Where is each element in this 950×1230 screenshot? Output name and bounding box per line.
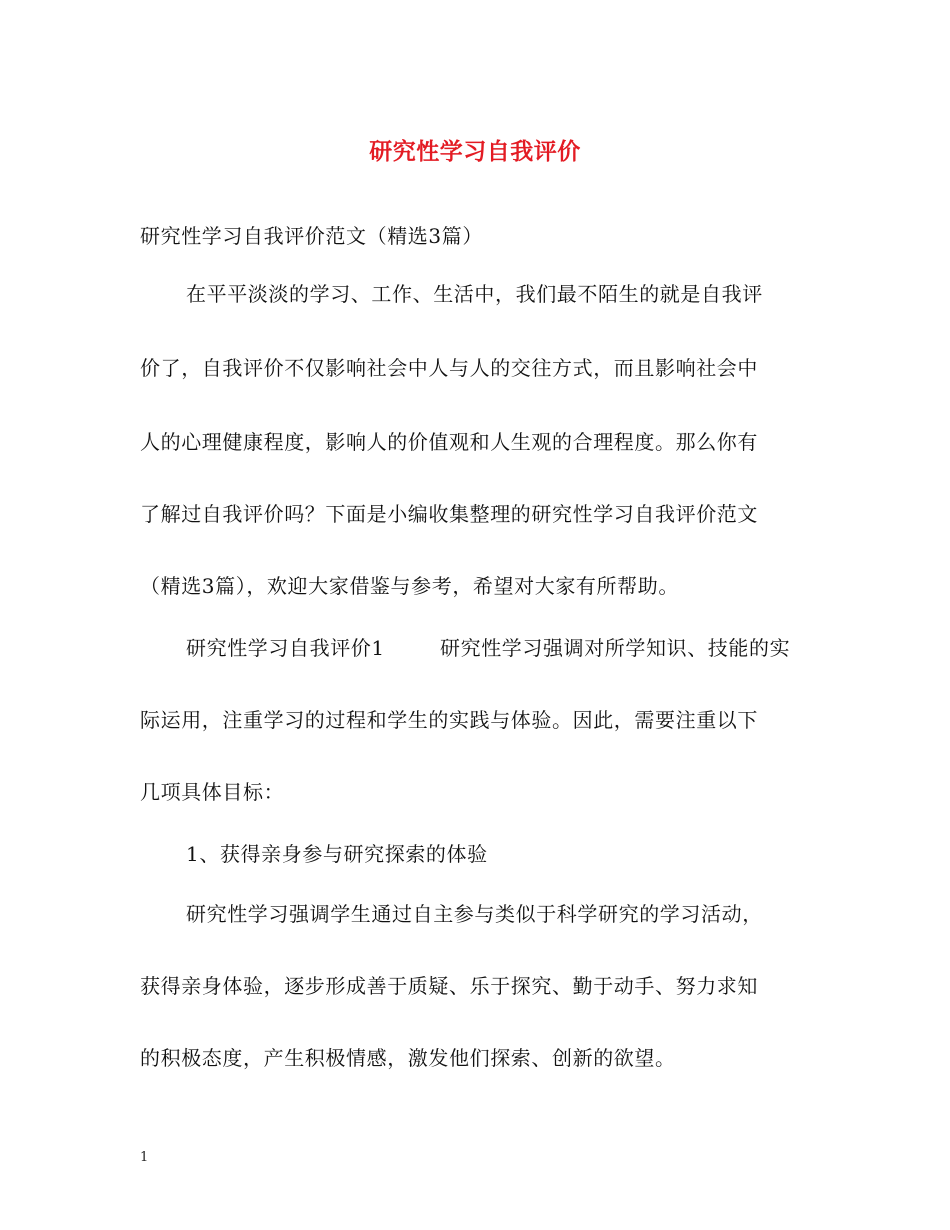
section-heading: 研究性学习自我评价1 bbox=[186, 636, 385, 660]
paragraph-line: 在平平淡淡的学习、工作、生活中，我们最不陌生的就是自我评 bbox=[186, 282, 763, 306]
paragraph-line: （精选3篇），欢迎大家借鉴与参考，希望对大家有所帮助。 bbox=[140, 574, 679, 598]
list-item-heading: 1、获得亲身参与研究探索的体验 bbox=[186, 842, 488, 866]
subtitle-line: 研究性学习自我评价范文（精选3篇） bbox=[140, 224, 483, 248]
page-number: 1 bbox=[140, 1150, 149, 1165]
paragraph-line: 价了，自我评价不仅影响社会中人与人的交往方式，而且影响社会中 bbox=[140, 356, 758, 380]
paragraph-line: 际运用，注重学习的过程和学生的实践与体验。因此，需要注重以下 bbox=[140, 708, 758, 732]
paragraph-line: 人的心理健康程度，影响人的价值观和人生观的合理程度。那么你有 bbox=[140, 430, 758, 454]
document-title: 研究性学习自我评价 bbox=[369, 138, 581, 165]
paragraph-line: 获得亲身体验，逐步形成善于质疑、乐于探究、勤于动手、努力求知 bbox=[140, 974, 758, 998]
paragraph-line: 了解过自我评价吗？下面是小编收集整理的研究性学习自我评价范文 bbox=[140, 502, 758, 526]
paragraph-line: 几项具体目标： bbox=[140, 780, 285, 804]
paragraph-line: 研究性学习强调对所学知识、技能的实 bbox=[440, 636, 791, 660]
paragraph-line: 的积极态度，产生积极情感，激发他们探索、创新的欲望。 bbox=[140, 1046, 676, 1070]
paragraph-line: 研究性学习强调学生通过自主参与类似于科学研究的学习活动， bbox=[186, 902, 763, 926]
